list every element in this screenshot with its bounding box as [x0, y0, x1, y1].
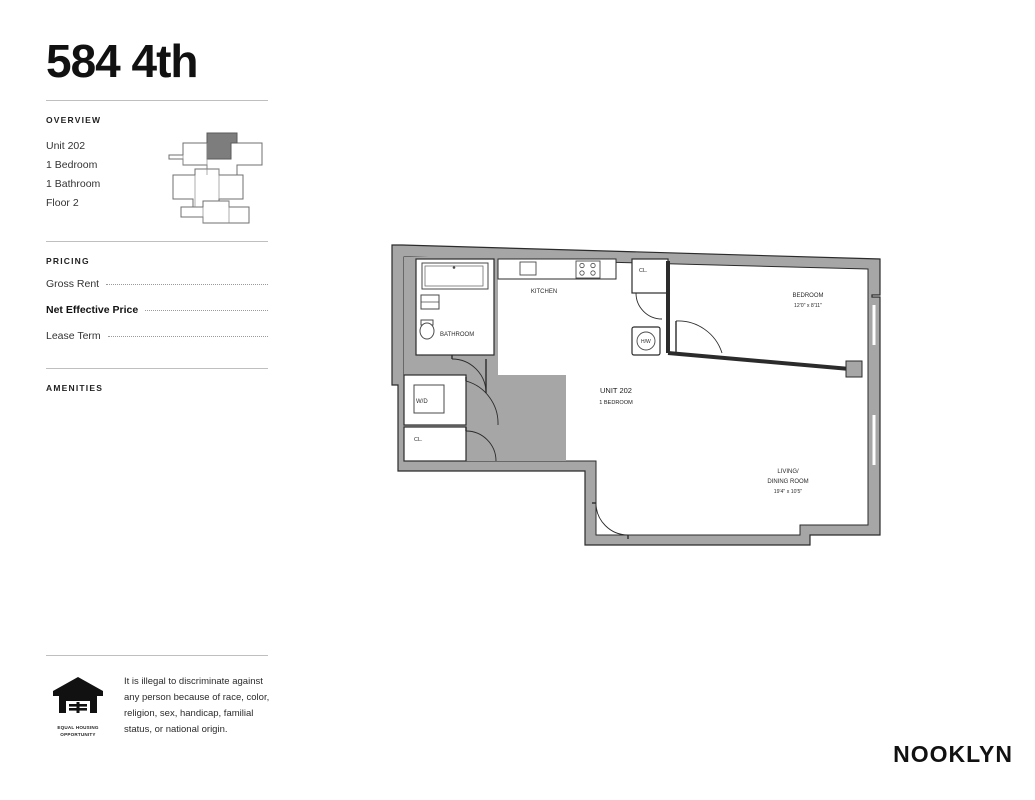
- stove-fixture: [576, 261, 600, 278]
- pricing-dots: [106, 283, 268, 285]
- overview-unit: Unit 202: [46, 140, 86, 152]
- closet-bedroom: [632, 259, 668, 293]
- key-plan-diagram: [163, 129, 268, 229]
- overview-bathrooms: 1 Bathroom: [46, 178, 101, 190]
- label-bedroom: BEDROOM: [792, 293, 824, 299]
- equal-housing-caption: [46, 724, 110, 738]
- pricing-label-net-effective-price: Net Effective Price: [46, 304, 139, 316]
- equal-housing-icon: [51, 674, 105, 716]
- toilet-bowl: [420, 323, 434, 339]
- label-unit: UNIT 202: [600, 386, 632, 395]
- pricing-dots: [108, 335, 268, 337]
- page-title: 584 4th: [46, 35, 198, 87]
- bathtub-inner: [425, 266, 483, 286]
- overview-bedrooms: 1 Bedroom: [46, 159, 98, 171]
- pricing-dots: [145, 309, 268, 311]
- eho-line-1: EQUAL HOUSING: [57, 725, 99, 730]
- label-bathroom: BATHROOM: [440, 332, 475, 338]
- kitchen-sink-fixture: [520, 262, 536, 275]
- label-closet-1: CL.: [639, 268, 648, 274]
- eho-line-2: OPPORTUNITY: [60, 732, 96, 737]
- pricing-label-lease-term: Lease Term: [46, 330, 101, 342]
- overview-section: [46, 101, 268, 241]
- pricing-heading: PRICING: [46, 256, 90, 266]
- label-dining: DINING ROOM: [767, 479, 809, 485]
- pricing-row: [46, 304, 268, 316]
- label-unit-sub: 1 BEDROOM: [599, 400, 633, 406]
- legal-text: It is illegal to discriminate against any person because of race, color, religion, sex, handicap, familial status, or national origin.: [124, 676, 270, 735]
- label-closet-2: CL.: [414, 437, 423, 443]
- label-bedroom-dims: 12'0" x 8'11": [793, 303, 823, 309]
- wall-pier: [846, 361, 862, 377]
- info-panel: [46, 35, 268, 417]
- label-hw: H/W: [641, 339, 651, 345]
- amenities-heading: AMENITIES: [46, 383, 104, 393]
- brand-logo: NOOKLYN: [893, 741, 1013, 767]
- overview-heading: OVERVIEW: [46, 115, 102, 125]
- pricing-section: [46, 242, 268, 368]
- floorplan-diagram: [380, 235, 900, 575]
- amenities-section: [46, 369, 268, 417]
- overview-floor: Floor 2: [46, 197, 79, 209]
- label-wd: W/D: [416, 399, 428, 405]
- pricing-row: [46, 330, 268, 342]
- hall-closet: [404, 427, 466, 461]
- equal-housing-badge: [46, 674, 110, 738]
- label-kitchen: KITCHEN: [530, 289, 558, 295]
- divider-footer: [46, 655, 268, 656]
- pricing-row: [46, 278, 268, 290]
- tub-drain-icon: [453, 266, 456, 269]
- legal-footer: [46, 655, 276, 738]
- overview-body: [46, 137, 268, 229]
- pricing-label-gross-rent: Gross Rent: [46, 278, 100, 290]
- label-living: LIVING/: [777, 469, 799, 475]
- label-living-dims: 19'4" x 10'5": [773, 489, 803, 495]
